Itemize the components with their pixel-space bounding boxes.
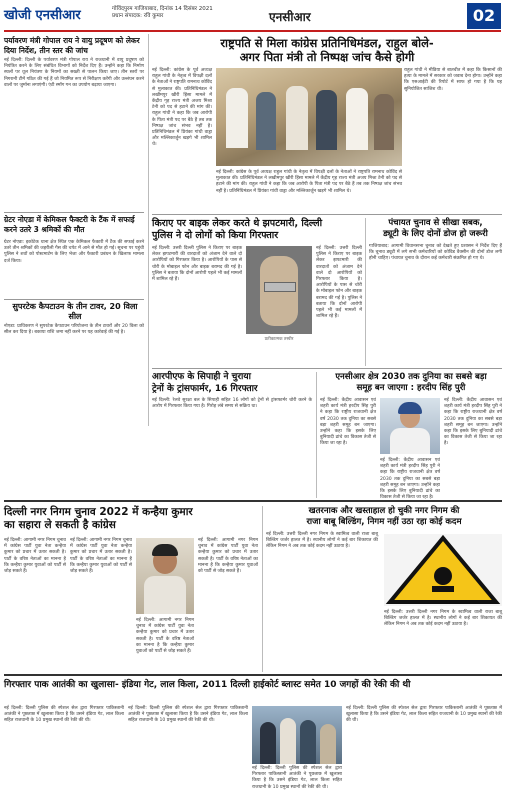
congress-body-col3: नई दिल्ली: आगामी नगर निगम चुनाव में कांग्रेस पार्टी युवा नेता कन्हैया कुमार को प्रचार में उतार सकती है। पार्टी के वरिष्ठ नेताओं का मानना है कि कन्हैया कुमार युवाओं को पार्टी से जोड़ सकते हैं। bbox=[136, 618, 194, 655]
panchayat-headline-line2: ड्यूटी के लिए दोनों डोज हो जरूरी bbox=[383, 229, 488, 239]
left-story-2-body: ग्रेटर नोएडा: इकोटेक थाना क्षेत्र स्थित एक केमिकल फैक्टरी में टैंक की सफाई करने उतरे तीन श्रमिकों की जहरीली गैस की चपेट में आने से मौत हो गई। सूचना पर पहुंची पुलिस ने शवों को पोस्टमार्टम के लिए भेजा और फैक्टरी प्रबंधन के खिलाफ मामला दर्ज किया। bbox=[4, 240, 144, 264]
panchayat-headline-line1: पंचायत चुनाव से सीखा सबक, bbox=[388, 218, 483, 228]
masthead bbox=[4, 3, 501, 32]
congress-body: नई दिल्ली: आगामी नगर निगम चुनाव में कांग्रेस पार्टी युवा नेता कन्हैया कुमार को प्रचार में उतार सकती है। पार्टी के वरिष्ठ नेताओं का मानना है कि कन्हैया कुमार युवाओं को पार्टी से जोड़ सकते हैं। bbox=[4, 538, 66, 575]
bike-story-body-col2: नई दिल्ली: उत्तरी दिल्ली पुलिस ने किराए पर बाइक लेकर झपटमारी की वारदातों को अंजाम देने वाले दो आरोपियों को गिरफ्तार किया है। आरोपियों के पास से चोरी के मोबाइल फोन और बाइक बरामद की गई है। पुलिस ने बताया कि दोनों आरोपी पहले भी कई मामलों में शामिल रहे हैं। bbox=[316, 246, 362, 320]
bike-story-body: नई दिल्ली: उत्तरी दिल्ली पुलिस ने किराए पर बाइक लेकर झपटमारी की वारदातों को अंजाम देने वाले दो आरोपियों को गिरफ्तार किया है। आरोपियों के पास से चोरी के मोबाइल फोन और बाइक बरामद की गई है। पुलिस ने बताया कि दोनों आरोपी पहले भी कई मामलों में शामिल रहे हैं। bbox=[152, 246, 242, 283]
column-rule bbox=[316, 372, 317, 498]
congress-body-col2: नई दिल्ली: आगामी नगर निगम चुनाव में कांग्रेस पार्टी युवा नेता कन्हैया कुमार को प्रचार में उतार सकती है। पार्टी के वरिष्ठ नेताओं का मानना है कि कन्हैया कुमार युवाओं को पार्टी से जोड़ सकते हैं। bbox=[70, 538, 132, 575]
building-headline-line2: राजा बाबू बिल्डिंग, निगम नहीं उठा रहा कोई कदम bbox=[306, 517, 462, 527]
page-number: 02 bbox=[467, 3, 501, 29]
bike-story-headline-line2: पुलिस ने दो लोगों को किया गिरफ्तार bbox=[152, 230, 279, 241]
divider bbox=[4, 674, 502, 676]
masthead-date: गोविंदपुरम गाजियाबाद, दिनांक 14 दिसंबर 2021 bbox=[112, 6, 213, 12]
left-story-1-headline: पर्यावरण मंत्री गोपाल राय ने वायु प्रदूषण को लेकर दिया निर्देश, तीन स्तर की जांच bbox=[4, 36, 140, 55]
congress-headline-line2: का सहारा ले सकती है कांग्रेस bbox=[4, 519, 116, 531]
handcuff-photo bbox=[246, 246, 312, 334]
ncr-headline bbox=[320, 372, 502, 394]
main-headline-line1: राष्ट्रपति से मिला कांग्रेस प्रतिनिधिमंडल, राहुल बोले- bbox=[220, 36, 434, 50]
rpf-headline-line2: ट्रेनों के ट्रांसफार्मर, 16 गिरफ्तार bbox=[152, 383, 258, 394]
main-headline-line2: अगर पिता मंत्री तो निष्पक्ष जांच कैसे होगी bbox=[239, 50, 415, 64]
danger-sign-photo bbox=[384, 534, 502, 606]
terror-body-col3: नई दिल्ली: दिल्ली पुलिस की स्पेशल सेल द्वारा गिरफ्तार पाकिस्तानी आतंकी ने पूछताछ में खुलासा किया है कि उसने इंडिया गेट, लाल किला सहित राजधानी के 10 प्रमुख स्थानों की रेकी की थी। bbox=[252, 766, 342, 790]
rpf-headline bbox=[152, 372, 312, 395]
panchayat-body: गाजियाबाद: आगामी विधानसभा चुनाव को देखते हुए प्रशासन ने निर्देश दिए हैं कि चुनाव ड्यूटी में लगे सभी कर्मचारियों को कोविड वैक्सीन की दोनों डोज लगी होनी चाहिए। पंचायत चुनाव के दौरान कई कर्मचारी संक्रमित हो गए थे। bbox=[369, 244, 502, 262]
section-name: एनसीआर bbox=[269, 10, 311, 24]
congress-headline-line1: दिल्ली नगर निगम चुनाव 2022 में कन्हैया कुमार bbox=[4, 506, 193, 518]
masthead-editor: प्रधान संपादक: रवि कुमार bbox=[112, 13, 164, 19]
building-headline-line1: खतरनाक और खस्ताहाल हो चुकी नगर निगम की bbox=[308, 506, 460, 516]
column-rule bbox=[365, 218, 366, 366]
divider bbox=[4, 212, 144, 213]
ncr-body-col2: नई दिल्ली: केंद्रीय आवासन एवं शहरी कार्य मंत्री हरदीप सिंह पुरी ने कहा कि राष्ट्रीय राजधानी क्षेत्र वर्ष 2030 तक दुनिया का सबसे बड़ा शहरी समूह बन जाएगा। उन्होंने कहा कि इसके लिए बुनियादी ढांचे का विकास तेजी से किया जा रहा है। bbox=[444, 398, 502, 447]
congress-headline bbox=[4, 506, 254, 532]
warning-triangle-icon bbox=[384, 534, 502, 606]
ncr-body-col3: नई दिल्ली: केंद्रीय आवासन एवं शहरी कार्य मंत्री हरदीप सिंह पुरी ने कहा कि राष्ट्रीय राजधानी क्षेत्र वर्ष 2030 तक दुनिया का सबसे बड़ा शहरी समूह बन जाएगा। उन्होंने कहा कि इसके लिए बुनियादी ढांचे का विकास तेजी से किया जा रहा है। bbox=[380, 458, 440, 501]
panchayat-headline bbox=[369, 218, 502, 240]
column-rule bbox=[148, 34, 149, 426]
building-body-col2: नई दिल्ली: उत्तरी दिल्ली नगर निगम के स्वामित्व वाली राजा बाबू बिल्डिंग जर्जर हालत में है। स्थानीय लोगों ने कई बार शिकायत की लेकिन निगम ने अब तक कोई कदम नहीं उठाया है। bbox=[384, 610, 502, 628]
left-story-2-headline: ग्रेटर नोएडा में केमिकल फैक्टरी के टैंक में सफाई करने उतरे 3 श्रमिकों की मौत bbox=[4, 215, 135, 234]
terror-body: नई दिल्ली: दिल्ली पुलिस की स्पेशल सेल द्वारा गिरफ्तार पाकिस्तानी आतंकी ने पूछताछ में खुलासा किया है कि उसने इंडिया गेट, लाल किला सहित राजधानी के 10 प्रमुख स्थानों की रेकी की थी। bbox=[4, 706, 124, 724]
kanhaiya-photo bbox=[136, 538, 194, 614]
masthead-meta bbox=[112, 6, 262, 20]
building-headline bbox=[266, 506, 502, 528]
rpf-headline-line1: आरपीएफ के सिपाही ने चुराया bbox=[152, 372, 251, 382]
photo-caption: प्रतीकात्मक तस्वीर bbox=[264, 337, 294, 342]
arrest-photo bbox=[252, 706, 342, 764]
divider bbox=[152, 214, 502, 215]
left-story-3-body: नोएडा: प्राधिकरण ने सुपरटेक कैपटाउन परियोजना के तीन टावरों और 20 विला को सील कर दिया है। बकाया राशि जमा नहीं करने पर यह कार्रवाई की गई है। bbox=[4, 324, 144, 336]
rpf-body: नई दिल्ली: रेलवे सुरक्षा बल के सिपाही सहित 16 लोगों को ट्रेनों से ट्रांसफार्मर चोरी करने के आरोप में गिरफ्तार किया गया है। गिरोह लंबे समय से सक्रिय था। bbox=[152, 398, 312, 410]
left-story-3-headline: सुपरटेक कैपटाउन के तीन टावर, 20 विला सील bbox=[12, 302, 138, 321]
ncr-headline-line2: समूह बन जाएगा : हरदीप सिंह पुरी bbox=[356, 383, 466, 393]
terror-headline: गिरफ्तार पाक आतंकी का खुलासा- इंडिया गेट, लाल किला, 2011 दिल्ली हाईकोर्ट ब्लास्ट समेत 10 जगहों की रेकी की थी bbox=[4, 680, 411, 690]
congress-body-col4: नई दिल्ली: आगामी नगर निगम चुनाव में कांग्रेस पार्टी युवा नेता कन्हैया कुमार को प्रचार में उतार सकती है। पार्टी के वरिष्ठ नेताओं का मानना है कि कन्हैया कुमार युवाओं को पार्टी से जोड़ सकते हैं। bbox=[198, 538, 258, 575]
divider bbox=[152, 368, 502, 369]
terror-body-col4: नई दिल्ली: दिल्ली पुलिस की स्पेशल सेल द्वारा गिरफ्तार पाकिस्तानी आतंकी ने पूछताछ में खुलासा किया है कि उसने इंडिया गेट, लाल किला सहित राजधानी के 10 प्रमुख स्थानों की रेकी की थी। bbox=[346, 706, 502, 724]
minister-photo bbox=[380, 398, 440, 454]
building-body: नई दिल्ली: उत्तरी दिल्ली नगर निगम के स्वामित्व वाली राजा बाबू बिल्डिंग जर्जर हालत में है। स्थानीय लोगों ने कई बार शिकायत की लेकिन निगम ने अब तक कोई कदम नहीं उठाया है। bbox=[266, 532, 378, 550]
ncr-body: नई दिल्ली: केंद्रीय आवासन एवं शहरी कार्य मंत्री हरदीप सिंह पुरी ने कहा कि राष्ट्रीय राजधानी क्षेत्र वर्ष 2030 तक दुनिया का सबसे बड़ा शहरी समूह बन जाएगा। उन्होंने कहा कि इसके लिए बुनियादी ढांचे का विकास तेजी से किया जा रहा है। bbox=[320, 398, 376, 447]
ncr-headline-line1: एनसीआर क्षेत्र 2030 तक दुनिया का सबसे बड़ा bbox=[335, 372, 487, 382]
main-story-body: नई दिल्ली: कांग्रेस के पूर्व अध्यक्ष राहुल गांधी के नेतृत्व में विपक्षी दलों के नेताओं ने राष्ट्रपति रामनाथ कोविंद से मुलाकात की। प्रतिनिधिमंडल ने लखीमपुर खीरी हिंसा मामले में केंद्रीय गृह राज्य मंत्री अजय मिश्रा टेनी को पद से हटाने की मांग की। राहुल गांधी ने कहा कि जब आरोपी के पिता मंत्री पद पर बैठे हैं तब तक निष्पक्ष जांच संभव नहीं है। प्रतिनिधिमंडल में प्रियंका गांधी वाड्रा और मल्लिकार्जुन खड़गे भी शामिल थे। bbox=[152, 68, 212, 148]
divider bbox=[4, 500, 502, 502]
bike-story-headline bbox=[152, 218, 362, 242]
main-story-body-col2: राहुल गांधी ने मीडिया से बातचीत में कहा कि किसानों की हत्या के मामले में सरकार को जवाब देना होगा। उन्होंने कहा कि एसआईटी की रिपोर्ट में साफ हो गया है कि यह सुनियोजित साजिश थी। bbox=[404, 68, 502, 92]
column-rule bbox=[262, 506, 263, 672]
main-story-continued: नई दिल्ली: कांग्रेस के पूर्व अध्यक्ष राहुल गांधी के नेतृत्व में विपक्षी दलों के नेताओं ने राष्ट्रपति रामनाथ कोविंद से मुलाकात की। प्रतिनिधिमंडल ने लखीमपुर खीरी हिंसा मामले में केंद्रीय गृह राज्य मंत्री अजय मिश्रा टेनी को पद से हटाने की मांग की। राहुल गांधी ने कहा कि जब आरोपी के पिता मंत्री पद पर बैठे हैं तब तक निष्पक्ष जांच संभव नहीं है। प्रतिनिधिमंडल में प्रियंका गांधी वाड्रा और मल्लिकार्जुन खड़गे भी शामिल थे। bbox=[216, 170, 402, 194]
main-story-photo bbox=[216, 68, 402, 166]
terror-body-col2: नई दिल्ली: दिल्ली पुलिस की स्पेशल सेल द्वारा गिरफ्तार पाकिस्तानी आतंकी ने पूछताछ में खुलासा किया है कि उसने इंडिया गेट, लाल किला सहित राजधानी के 10 प्रमुख स्थानों की रेकी की थी। bbox=[128, 706, 248, 724]
bike-story-headline-line1: किराए पर बाइक लेकर करते थे झपटमारी, दिल्ली bbox=[152, 218, 323, 229]
main-headline bbox=[152, 36, 502, 64]
divider bbox=[4, 299, 144, 300]
newspaper-logo: खोजी एनसीआर bbox=[4, 8, 81, 23]
left-story-1-body: नई दिल्ली: दिल्ली के पर्यावरण मंत्री गोपाल राय ने राजधानी में वायु प्रदूषण को नियंत्रित करने के लिए संबंधित विभागों को निर्देश दिए हैं। उन्होंने कहा कि निर्माण स्थलों पर धूल नियंत्रण के नियमों का सख्ती से पालन किया जाए। तीन स्तरों पर निगरानी टीमें गठित की गई हैं जो नियमित रूप से निरीक्षण करेंगी और उल्लंघन करने वालों पर जुर्माना लगाएंगी। एंटी स्मॉग गन का उपयोग बढ़ाया जाएगा। bbox=[4, 58, 144, 88]
